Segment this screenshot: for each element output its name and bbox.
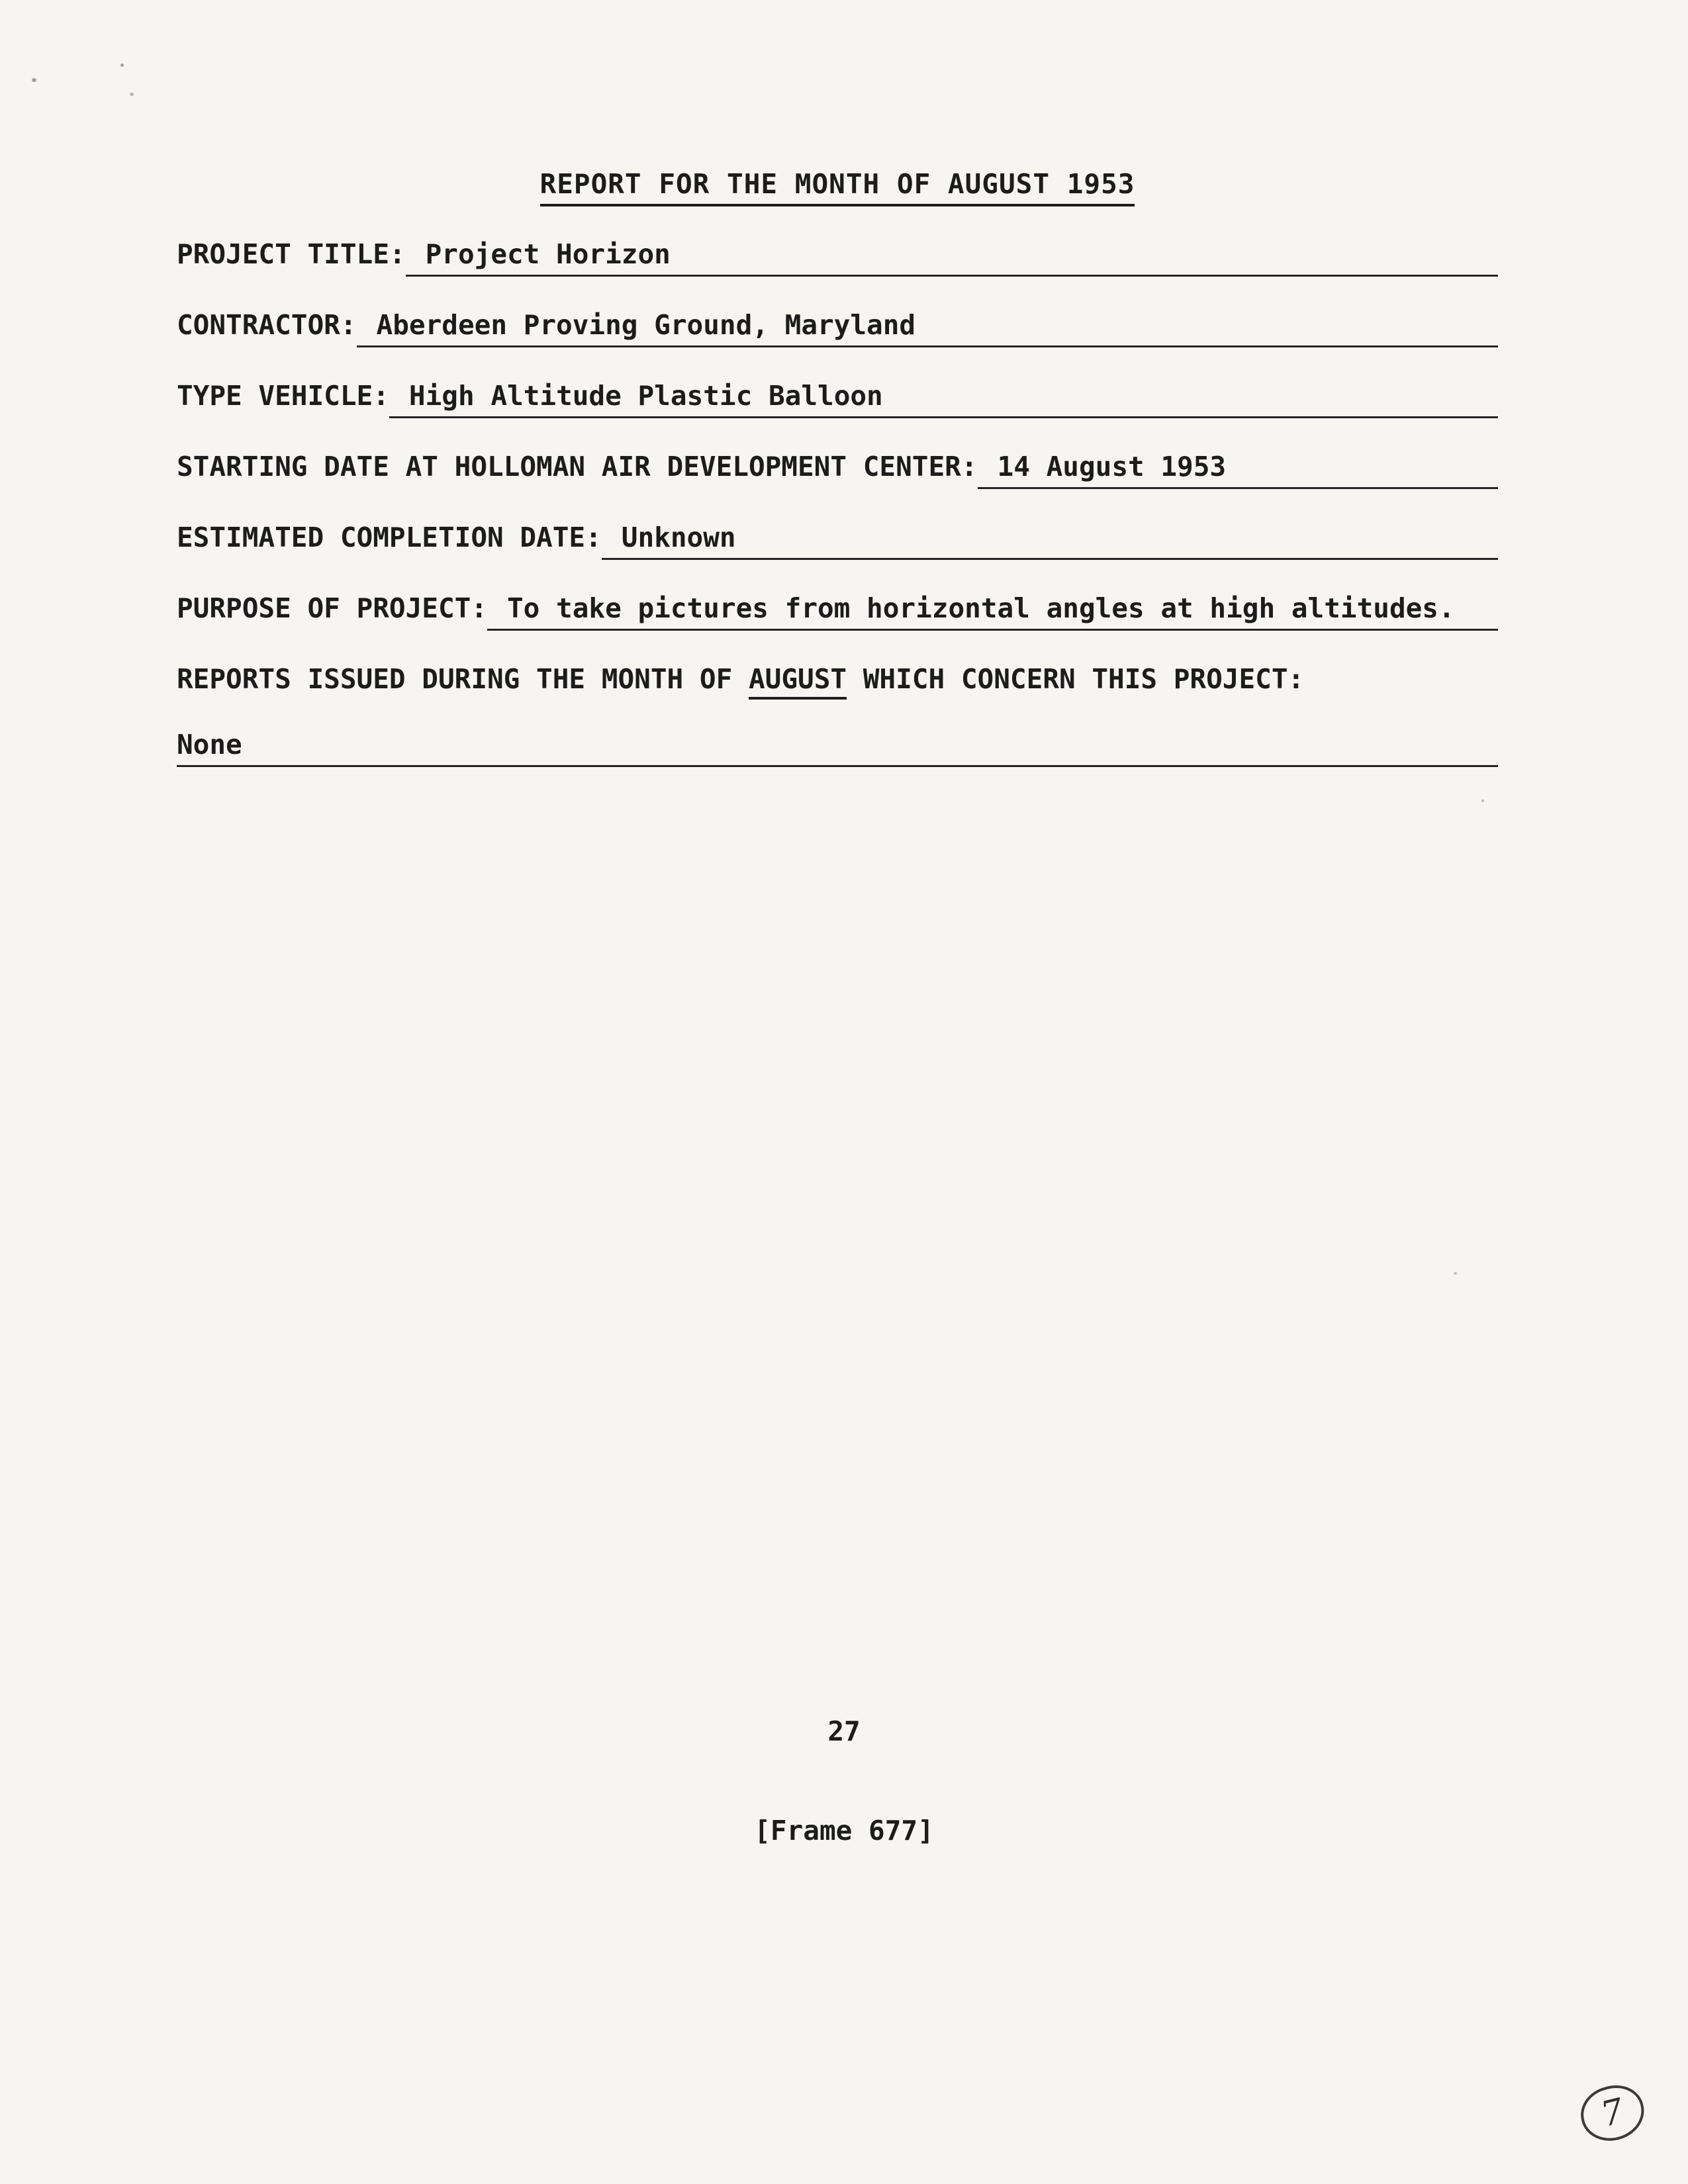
reports-line-suffix: WHICH CONCERN THIS PROJECT: — [847, 663, 1305, 695]
field-label: STARTING DATE AT HOLLOMAN AIR DEVELOPMENT CENTER: — [177, 451, 978, 482]
frame-label: [Frame 677] — [754, 1815, 934, 1846]
reports-issued-line — [177, 662, 1498, 696]
form-field-row-project-title — [177, 237, 1498, 277]
reports-value-row — [177, 727, 1498, 767]
form-field-row-contractor — [177, 308, 1498, 347]
field-label: CONTRACTOR: — [177, 309, 357, 341]
scan-speck — [120, 64, 124, 67]
field-label: PROJECT TITLE: — [177, 238, 406, 270]
scan-speck — [32, 78, 36, 82]
handwritten-circled-number: 7 — [1575, 2079, 1650, 2148]
field-value: 14 August 1953 — [978, 449, 1498, 489]
field-label: PURPOSE OF PROJECT: — [177, 592, 487, 624]
reports-line-prefix: REPORTS ISSUED DURING THE MONTH OF — [177, 663, 749, 695]
scan-speck — [130, 93, 134, 96]
scan-speck — [1481, 799, 1484, 802]
field-value: Project Horizon — [406, 237, 1498, 277]
field-value: Unknown — [602, 520, 1498, 560]
field-label: TYPE VEHICLE: — [177, 380, 389, 412]
form-field-row-starting-date — [177, 449, 1498, 489]
form-field-row-purpose — [177, 591, 1498, 631]
field-value: High Altitude Plastic Balloon — [389, 379, 1498, 418]
reports-value: None — [177, 727, 1498, 767]
field-label: ESTIMATED COMPLETION DATE: — [177, 522, 602, 553]
reports-line-month: AUGUST — [749, 663, 847, 700]
document-title: REPORT FOR THE MONTH OF AUGUST 1953 — [540, 167, 1135, 206]
document-title-wrap — [177, 167, 1498, 206]
document-content — [177, 0, 1498, 798]
field-value: To take pictures from horizontal angles at high altitudes. — [487, 591, 1498, 631]
field-value: Aberdeen Proving Ground, Maryland — [357, 308, 1498, 347]
form-field-row-type-vehicle — [177, 379, 1498, 418]
scan-speck — [1454, 1272, 1457, 1275]
form-field-row-completion-date — [177, 520, 1498, 560]
page-number: 27 — [827, 1715, 861, 1747]
